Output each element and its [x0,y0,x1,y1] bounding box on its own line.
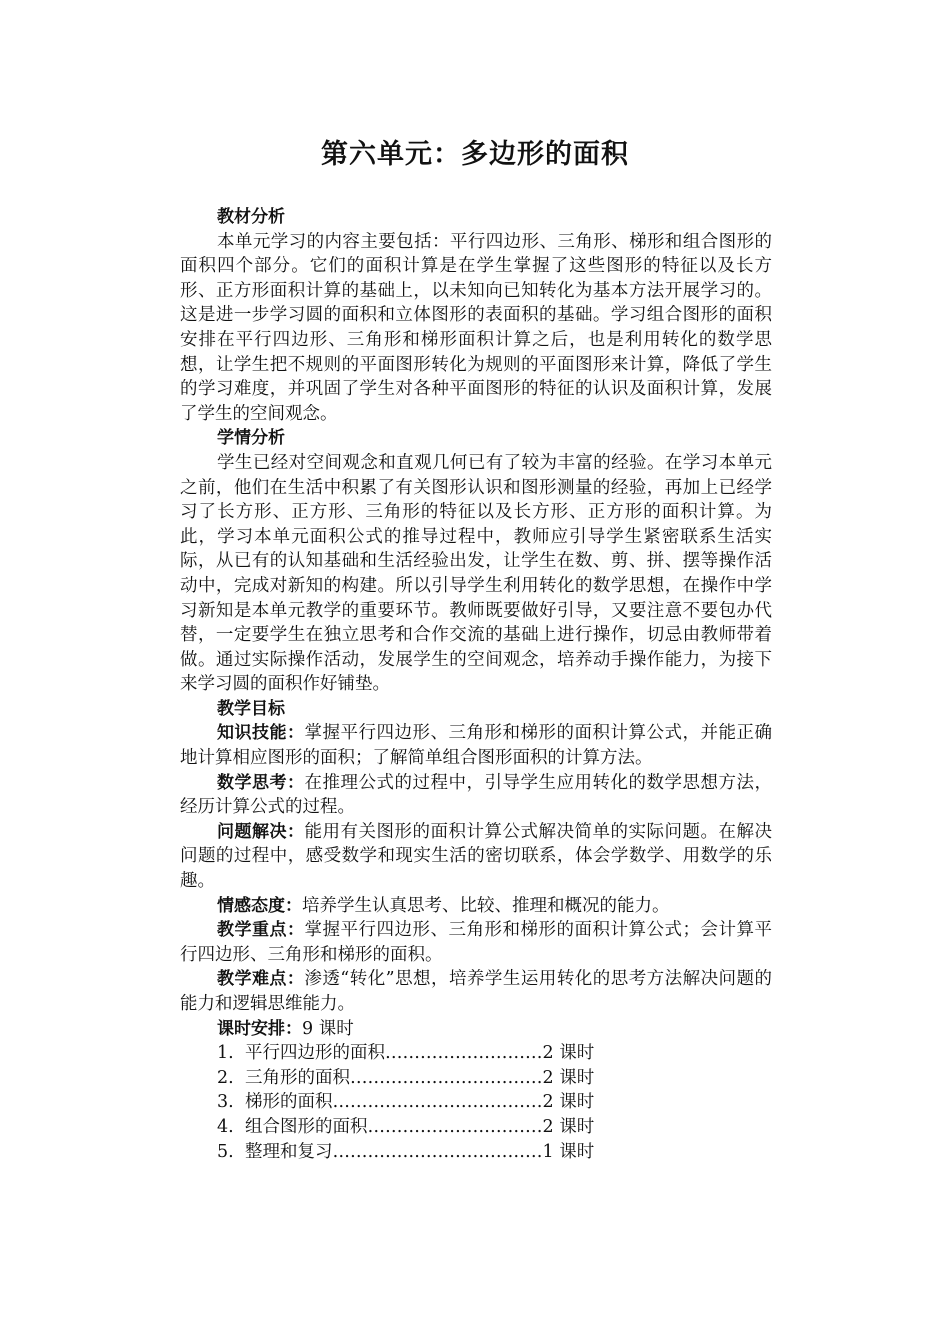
schedule-num: 3. [217,1092,234,1113]
goal-label: 教学难点： [217,969,305,990]
schedule-num: 4. [217,1116,234,1137]
goal-text: 渗透“转化”思想，培养学生运用转化的思考方法解决问题的能力和逻辑思维能力。 [180,969,772,1014]
goal-item [180,820,772,894]
document-body [180,205,772,1164]
goal-label: 情感态度： [217,895,302,916]
page-title: 第六单元：多边形的面积 [321,139,629,170]
schedule-hours: 2 课时 [542,1092,595,1113]
section-text-students: 学生已经对空间观念和直观几何已有了较为丰富的经验。在学习本单元之前，他们在生活中积累了有关图形认识和图形测量的经验，再加上已经学习了长方形、正方形、三角形的特征以及长方形、正方形的面积计算。为此，学习本单元面积公式的推导过程中，教师应引导学生紧密联系生活实际，从已有的认知基础和生活经验出发，让学生在数、剪、拼、摆等操作活动中，完成对新知的构建。所以引导学生利用转化的数学思想，在操作中学习新知是本单元教学的重要环节。教师既要做好引导，又要注意不要包办代替，一定要学生在独立思考和合作交流的基础上进行操作，切忌由教师带着做。通过实际操作活动，发展学生的空间观念，培养动手操作能力，为接下来学习圆的面积作好铺垫。 [180,452,772,695]
schedule-name: 整理和复习 [245,1141,333,1162]
section-heading-goals: 教学目标 [217,698,285,719]
schedule-dots: ……………………… [385,1043,543,1064]
schedule-hours: 2 课时 [542,1116,595,1137]
section-heading-material: 教材分析 [217,207,285,227]
schedule-heading [180,1017,772,1042]
goal-item [180,918,772,967]
goal-item [180,894,772,919]
list-item [180,1041,772,1066]
list-item [180,1115,772,1140]
schedule-num: 1. [217,1043,234,1064]
schedule-hours: 2 课时 [542,1067,595,1088]
schedule-name: 梯形的面积 [245,1092,333,1113]
goal-text: 培养学生认真思考、比较、推理和概况的能力。 [302,895,670,916]
schedule-num: 5. [217,1141,234,1162]
list-item [180,1090,772,1115]
goal-item [180,771,772,820]
goal-label: 教学重点： [217,920,305,941]
goal-text: 掌握平行四边形、三角形和梯形的面积计算公式，并能正确地计算相应图形的面积；了解简单组合图形面积的计算方法。 [180,723,772,769]
list-item [180,1066,772,1091]
schedule-name: 组合图形的面积 [245,1116,368,1137]
schedule-name: 平行四边形的面积 [245,1043,385,1064]
goal-text: 掌握平行四边形、三角形和梯形的面积计算公式；会计算平行四边形、三角形和梯形的面积。 [180,920,772,965]
goal-label: 数学思考： [217,772,305,793]
goal-text: 能用有关图形的面积计算公式解决简单的实际问题。在解决问题的过程中，感受数学和现实生活的密切联系，体会学数学、用数学的乐趣。 [180,821,772,892]
schedule-hours: 1 课时 [542,1141,595,1162]
schedule-dots: ……………………………… [332,1141,543,1162]
goal-label: 知识技能： [217,723,305,744]
section-text-material: 本单元学习的内容主要包括：平行四边形、三角形、梯形和组合图形的面积四个部分。它们的面积计算是在学生掌握了这些图形的特征以及长方形、正方形面积计算的基础上，以未知向已知转化为基本方法开展学习的。这是进一步学习圆的面积和立体图形的表面积的基础。学习组合图形的面积安排在平行四边形、三角形和梯形面积计算之后，也是利用转化的数学思想，让学生把不规则的平面图形转化为规则的平面图形来计算，降低了学生的学习难度，并巩固了学生对各种平面图形的特征的认识及面积计算，发展了学生的空间观念。 [180,231,772,424]
schedule-label: 课时安排： [217,1018,302,1039]
goal-item [180,721,772,770]
goal-item [180,967,772,1016]
schedule-dots: ……………………………… [332,1092,543,1113]
schedule-dots: …………………………… [350,1067,543,1088]
schedule-name: 三角形的面积 [245,1067,350,1088]
schedule-dots: ………………………… [367,1116,543,1137]
list-item [180,1140,772,1165]
goal-text: 在推理公式的过程中，引导学生应用转化的数学思想方法，经历计算公式的过程。 [180,772,772,818]
goal-label: 问题解决： [217,821,305,842]
schedule-list [180,1041,772,1164]
schedule-total: 9 课时 [302,1018,354,1039]
schedule-hours: 2 课时 [542,1043,595,1064]
section-heading-students: 学情分析 [217,428,285,449]
schedule-num: 2. [217,1067,234,1088]
